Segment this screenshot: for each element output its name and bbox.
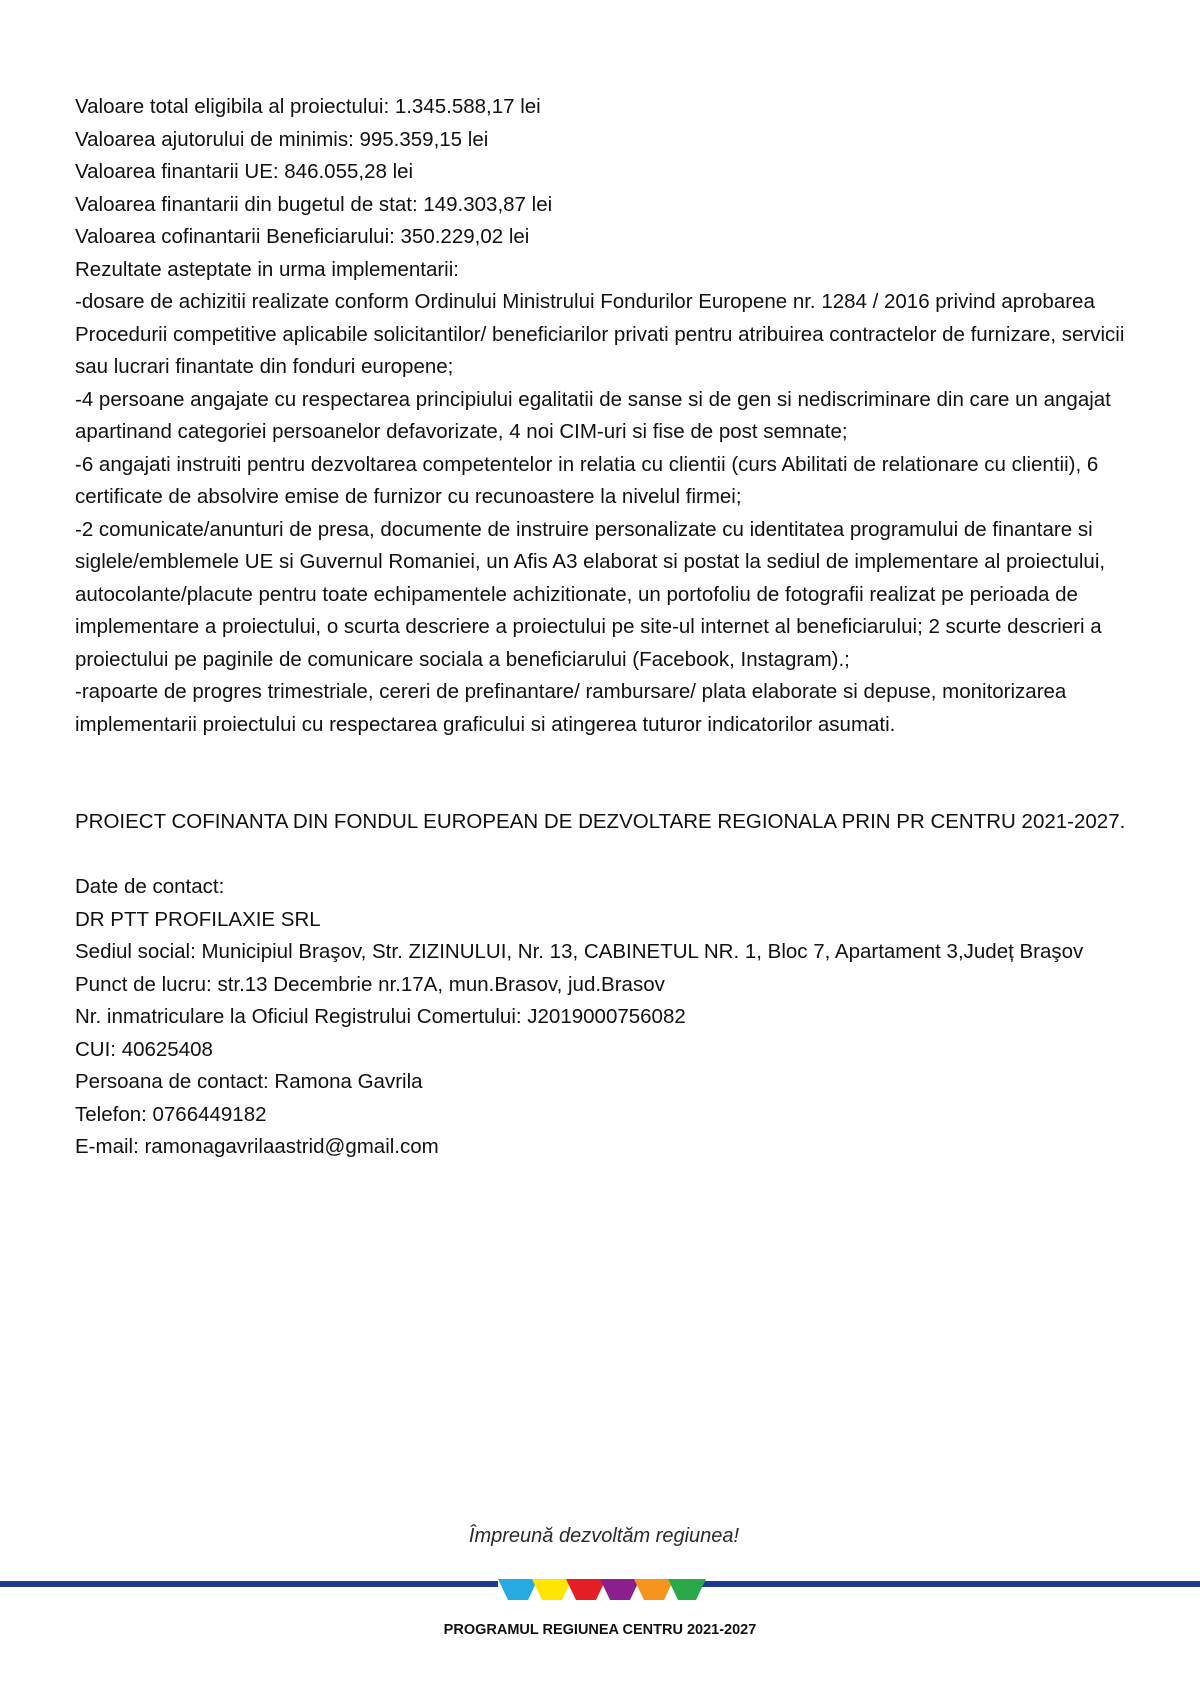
footer-tagline: Împreună dezvoltăm regiunea! (468, 1525, 740, 1547)
footer-triangle-yellow (532, 1579, 572, 1600)
email: E-mail: ramonagavrilaastrid@gmail.com (75, 1135, 439, 1158)
work-point: Punct de lucru: str.13 Decembrie nr.17A, mun.Brasov, jud.Brasov (75, 972, 665, 996)
footer-line-right (702, 1581, 1200, 1587)
beneficiary-cofinance-value: Valoarea cofinantarii Beneficiarului: 350.229,02 lei (75, 225, 530, 248)
footer-triangle-red (566, 1579, 606, 1600)
eu-funding-value: Valoarea finantarii UE: 846.055,28 lei (75, 160, 414, 183)
total-eligible-value: Valoare total eligibila al proiectului: 1.345.588,17 lei (75, 95, 541, 118)
footer-line-left (0, 1581, 498, 1587)
phone: Telefon: 0766449182 (75, 1102, 267, 1126)
cofinance-statement: PROIECT COFINANTA DIN FONDUL EUROPEAN DE DEZVOLTARE REGIONALA PRIN PR CENTRU 2021-2027. (75, 810, 1126, 833)
minimis-aid-value: Valoarea ajutorului de minimis: 995.359,15 lei (75, 127, 489, 151)
footer-logo-band (0, 1577, 1200, 1603)
footer-triangle-purple (600, 1579, 640, 1600)
expected-results-heading: Rezultate asteptate in urma implementarii: (75, 257, 459, 281)
result-item: -6 angajati instruiti pentru dezvoltarea competentelor in relatia cu clientii (curs Abilitati de relationare cu clientii), 6 certificate de absolvire emise de furnizor cu recunoastere la nivelul firmei; (75, 452, 1099, 508)
footer-triangle-green (668, 1579, 706, 1600)
result-item: -4 persoane angajate cu respectarea principiului egalitatii de sanse si de gen si nediscriminare din care un angajat apartinand categoriei persoanelor defavorizate, 4 noi CIM-uri si fise de post semnate; (75, 387, 1111, 443)
company-name: DR PTT PROFILAXIE SRL (75, 907, 321, 931)
result-item: -dosare de achizitii realizate conform Ordinului Ministrului Fondurilor Europene nr. 1284 / 2016 privind aprobarea Procedurii competitive aplicabile solicitantilor/ beneficiarilor privati pentru atribuirea contractelor de furnizare, servicii sau lucrari finantate din fonduri europene; (75, 290, 1125, 378)
contact-person: Persoana de contact: Ramona Gavrila (75, 1070, 423, 1093)
registered-office: Sediul social: Municipiul Braşov, Str. ZIZINULUI, Nr. 13, CABINETUL NR. 1, Bloc 7, Apartament 3,Județ Braşov (75, 940, 1084, 963)
footer-triangle-orange (634, 1579, 674, 1600)
cui: CUI: 40625408 (75, 1037, 213, 1061)
contact-heading: Date de contact: (75, 875, 225, 898)
state-budget-value: Valoarea finantarii din bugetul de stat: 149.303,87 lei (75, 192, 553, 216)
result-item: -rapoarte de progres trimestriale, cereri de prefinantare/ rambursare/ plata elaborate si depuse, monitorizarea implementarii proiectului cu respectarea graficului si atingerea tuturor indicatorilor asumati. (75, 680, 1067, 736)
registration-number: Nr. inmatriculare la Oficiul Registrului Comertului: J2019000756082 (75, 1005, 686, 1028)
result-item: -2 comunicate/anunturi de presa, documente de instruire personalizate cu identitatea programului de finantare si siglele/emblemele UE si Guvernul Romaniei, un Afis A3 elaborat si postat la sediul de implementare al proiectului, autocolante/placute pentru toate echipamentele achizitionate, un portofoliu de fotografii realizat pe perioada de implementare a proiectului, o scurta descriere a proiectului pe site-ul internet al beneficiarului; 2 scurte descrieri a proiectului pe paginile de comunicare sociala a beneficiarului (Facebook, Instagram).; (75, 517, 1106, 671)
footer-triangle-cyan (498, 1579, 538, 1600)
document-body (75, 91, 1155, 1164)
program-title: PROGRAMUL REGIUNEA CENTRU 2021-2027 (443, 1622, 757, 1638)
